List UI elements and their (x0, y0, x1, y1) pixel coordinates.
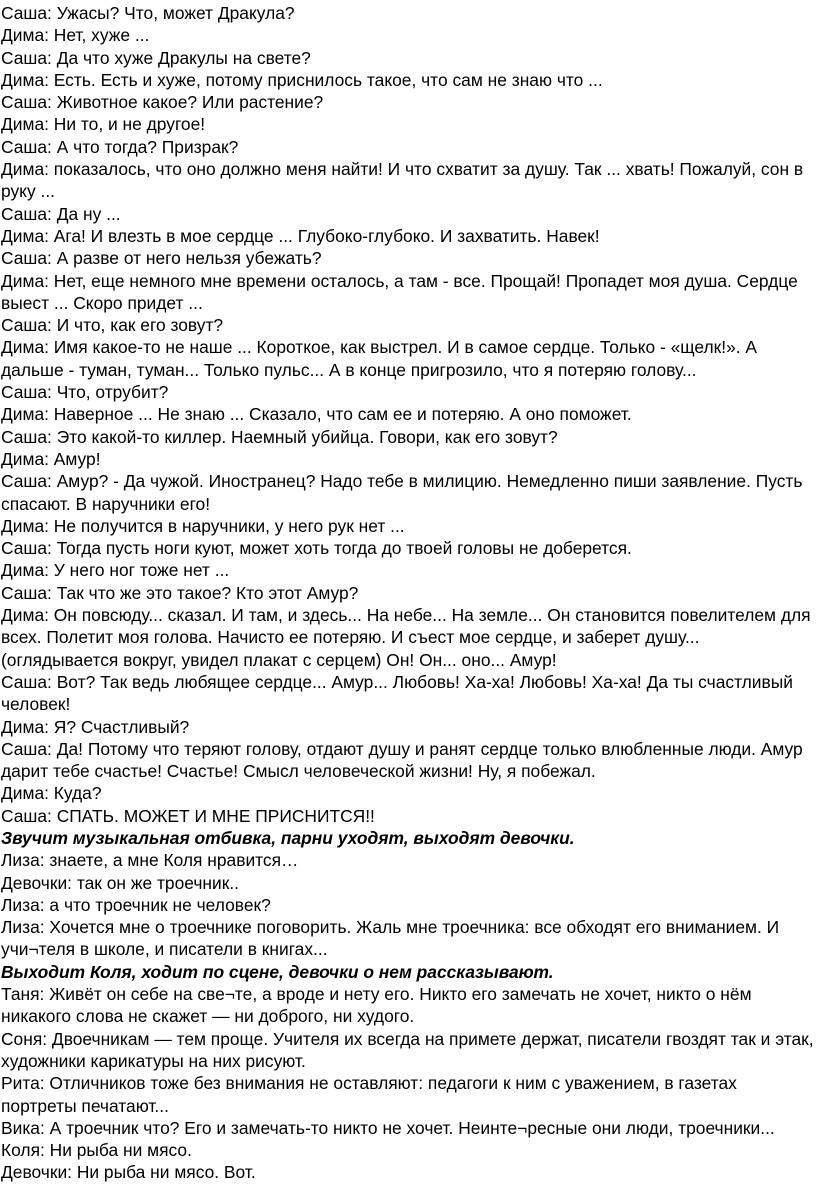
dialogue-line: Дима: Нет, хуже ... (1, 25, 150, 46)
dialogue-line: Саша: Да что хуже Дракулы на свете? (1, 47, 311, 68)
stage-direction: Звучит музыкальная отбивка, парни уходят, выходят девочки. (1, 827, 575, 848)
dialogue-line: Саша: Животное какое? Или растение? (1, 92, 324, 113)
dialogue-line: Дима: Он повсюду... сказал. И там, и здесь... На небе... На земле... Он становится повелителем для всех. Полетит моя голова. Начисто ее потеряю. И съест мое сердце, и заберет душу... (оглядывается вокруг, увидел плакат с серцем) Он! Он... оно... Амур! (1, 605, 811, 670)
dialogue-line: Лиза: Хочется мне о троечнике поговорить. Жаль мне троечника: все обходят его вниманием. И учи¬теля в школе, и писатели в книгах... (1, 917, 780, 960)
dialogue-line: Рита: Отличников тоже без внимания не оставляют: педагоги к ним с уважением, в газетах портреты печатают... (1, 1073, 737, 1116)
dialogue-line: Саша: А что тогда? Призрак? (1, 136, 239, 157)
dialogue-line: Саша: Вот? Так ведь любящее сердце... Амур... Любовь! Ха-ха! Любовь! Ха-ха! Да ты счастливый человек! (1, 671, 793, 715)
dialogue-line: Саша: Ужасы? Что, может Дракула? (1, 3, 295, 23)
dialogue-line: Дима: Амур! (1, 448, 101, 469)
dialogue-line: Лиза: знаете, а мне Коля нравится… (1, 850, 299, 871)
dialogue-line: Соня: Двоечникам — тем проще. Учителя их всегда на примете держат, писатели гвоздят так и этак, художники карикатуры на них рисуют. (1, 1028, 814, 1071)
dialogue-line: Саша: А разве от него нельзя убежать? (1, 248, 322, 269)
dialogue-line: Дима: Есть. Есть и хуже, потому приснилось такое, что сам не знаю что ... (1, 69, 603, 90)
dialogue-line: Саша: СПАТЬ. МОЖЕТ И МНЕ ПРИСНИТСЯ!! (1, 805, 375, 826)
dialogue-line: Вика: А троечник что? Его и замечать-то никто не хочет. Неинте¬ресные они люди, троечники... (1, 1117, 775, 1138)
dialogue-line: Дима: Я? Счастливый? (1, 716, 190, 737)
dialogue-line: Саша: Тогда пусть ноги куют, может хоть тогда до твоей головы не доберется. (1, 538, 632, 559)
dialogue-line: Саша: Это какой-то киллер. Наемный убийца. Говори, как его зовут? (1, 426, 558, 447)
dialogue-line: Дима: Ни то, и не другое! (1, 114, 206, 135)
dialogue-line: Дима: Куда? (1, 783, 102, 804)
dialogue-line: Саша: Амур? - Да чужой. Иностранец? Надо тебе в милицию. Немедленно пиши заявление. Пусть спасают. В наручники его! (1, 471, 803, 514)
dialogue-line: Дима: Имя какое-то не наше ... Короткое, как выстрел. И в самое сердце. Только - «щелк!». А дальше - туман, туман... Только пульс... А в конце пригрозило, что я потеряю голову... (1, 337, 758, 380)
dialogue-line: Дима: У него ног тоже нет ... (1, 560, 230, 581)
dialogue-line: Лиза: а что троечник не человек? (1, 894, 271, 915)
dialogue-line: Девочки: так он же троечник.. (1, 872, 240, 893)
dialogue-line: Коля: Ни рыба ни мясо. (1, 1140, 192, 1161)
dialogue-line: Саша: Да ну ... (1, 203, 121, 224)
dialogue-line: Саша: Так что же это такое? Кто этот Амур? (1, 582, 359, 603)
dialogue-line: Таня: Живёт он себе на све¬те, а вроде и нету его. Никто его замечать не хочет, никто о нём никакого слова не скажет — ни доброго, ни худого. (1, 984, 752, 1027)
dialogue-line: Дима: Наверное ... Не знаю ... Сказало, что сам ее и потеряю. А оно поможет. (1, 404, 632, 425)
dialogue-line: Дима: Не получится в наручники, у него рук нет ... (1, 515, 405, 536)
dialogue-line: Дима: показалось, что оно должно меня найти! И что схватит за душу. Так ... хвать! Пожалуй, сон в руку ... (1, 159, 804, 202)
dialogue-line: Саша: И что, как его зовут? (1, 315, 224, 336)
dialogue-line: Саша: Что, отрубит? (1, 382, 169, 403)
dialogue-line: Дима: Ага! И влезть в мое сердце ... Глубоко-глубоко. И захватить. Навек! (1, 225, 600, 246)
dialogue-line: Саша: Да! Потому что теряют голову, отдают душу и ранят сердце только влюбленные люди. Амур дарит тебе счастье! Счастье! Смысл человеческой жизни! Ну, я побежал. (1, 738, 803, 782)
dialogue-line: Дима: Нет, еще немного мне времени осталось, а там - все. Прощай! Пропадет моя душа. Сердце выест ... Скоро придет ... (1, 270, 798, 313)
dialogue-line: Девочки: Ни рыба ни мясо. Вот. (1, 1162, 256, 1183)
stage-direction: Выходит Коля, ходит по сцене, девочки о нем рассказывают. (1, 961, 554, 982)
